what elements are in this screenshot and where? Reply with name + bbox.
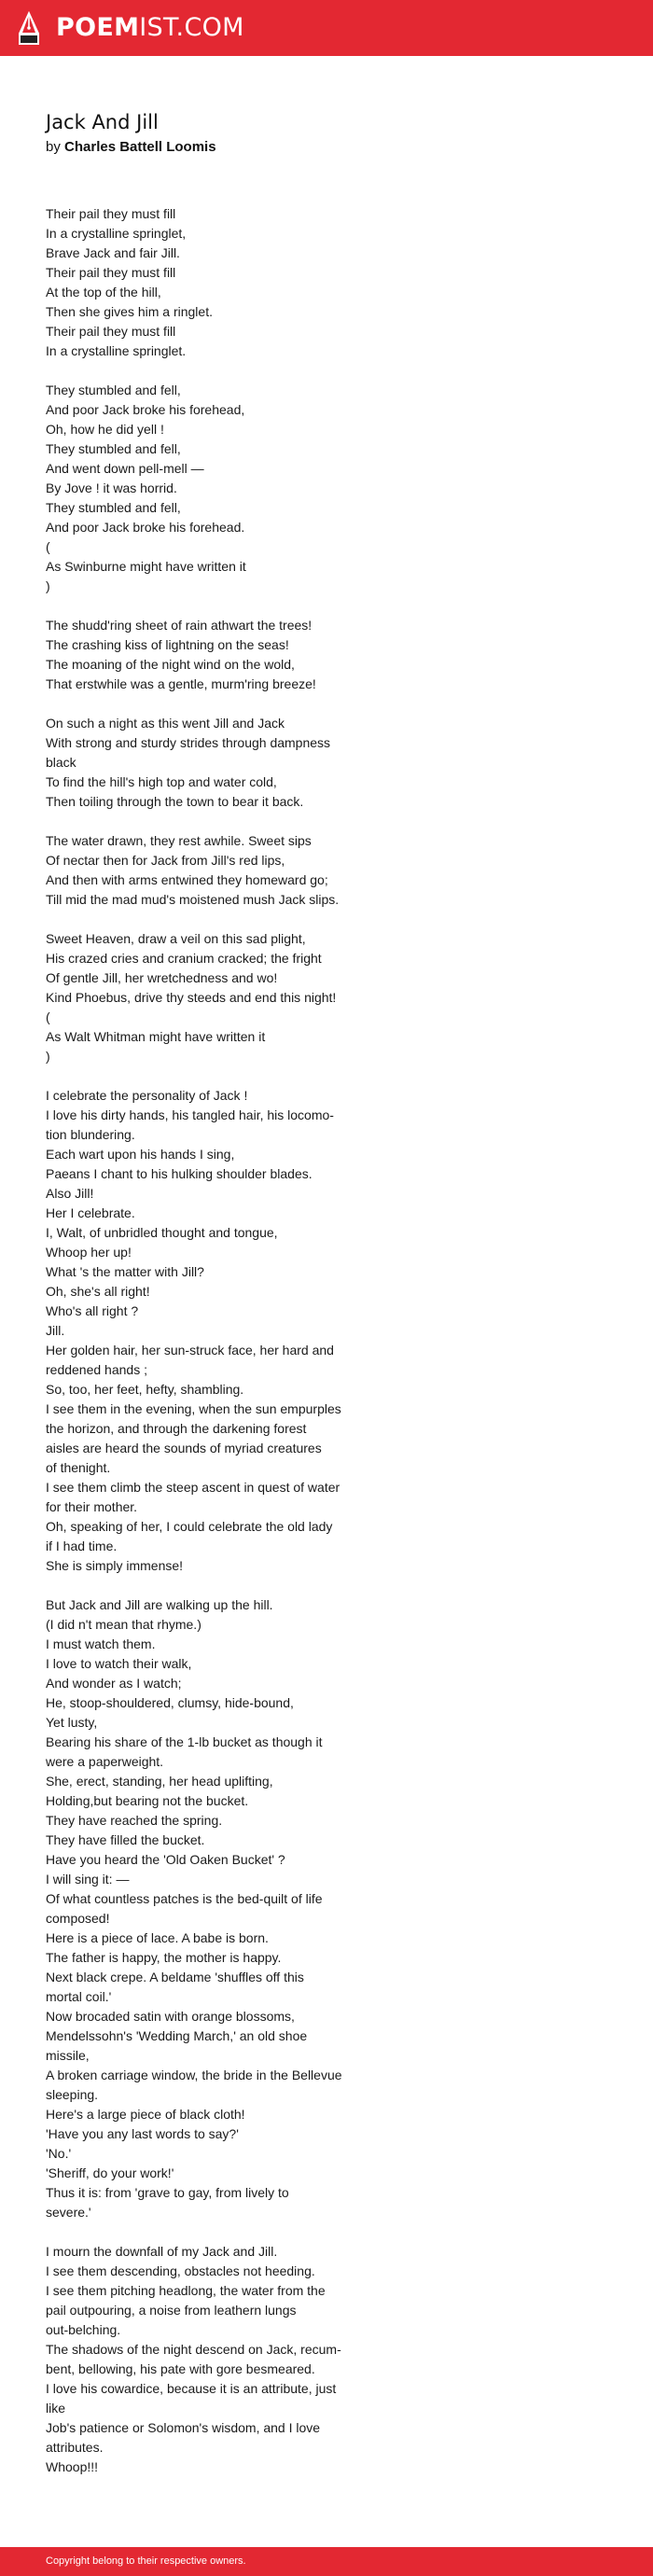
poem-line: His crazed cries and cranium cracked; the fright xyxy=(46,951,322,966)
poem-line: 'Have you any last words to say?' xyxy=(46,2126,239,2141)
poem-line: Jill. xyxy=(46,1323,65,1338)
poem-line: pail outpouring, a noise from leathern lungs xyxy=(46,2303,297,2318)
poem-line: I love his dirty hands, his tangled hair, his locomo- xyxy=(46,1107,334,1122)
poem-line: (I did n't mean that rhyme.) xyxy=(46,1617,201,1632)
stanza xyxy=(46,1086,383,1576)
poem-line: I mourn the downfall of my Jack and Jill. xyxy=(46,2244,278,2259)
poem-line: Here's a large piece of black cloth! xyxy=(46,2107,245,2122)
poem-line: if I had time. xyxy=(46,1539,118,1553)
poem-line: reddened hands ; xyxy=(46,1362,147,1377)
poem-line: like xyxy=(46,2401,66,2416)
by-label: by xyxy=(46,139,61,155)
poem-line: ( xyxy=(46,539,50,554)
poem-line: The shadows of the night descend on Jack, recum- xyxy=(46,2342,341,2357)
poem-line: Her I celebrate. xyxy=(46,1205,135,1220)
stanza xyxy=(46,929,383,1066)
poem-line: And wonder as I watch; xyxy=(46,1676,182,1691)
poem-line: Oh, she's all right! xyxy=(46,1284,150,1299)
poem-line: missile, xyxy=(46,2048,90,2063)
poem-line: severe.' xyxy=(46,2205,91,2220)
poem-line: At the top of the hill, xyxy=(46,285,161,299)
poem-line: I see them pitching headlong, the water from the xyxy=(46,2283,326,2298)
stanza-break xyxy=(46,910,383,929)
poem-line: Now brocaded satin with orange blossoms, xyxy=(46,2009,295,2024)
poem-line: Kind Phoebus, drive thy steeds and end this night! xyxy=(46,990,337,1005)
poem-line: To find the hill's high top and water cold, xyxy=(46,774,277,789)
poem-line: Their pail they must fill xyxy=(46,206,176,221)
poem-line: What 's the matter with Jill? xyxy=(46,1264,204,1279)
poem-line: Paeans I chant to his hulking shoulder blades. xyxy=(46,1166,313,1181)
poem-line: Of gentle Jill, her wretchedness and wo! xyxy=(46,970,278,985)
stanza-break xyxy=(46,2222,383,2242)
poem-line: A broken carriage window, the bride in the Bellevue xyxy=(46,2068,342,2082)
poem-line: The moaning of the night wind on the wold, xyxy=(46,657,295,672)
poem-line: Brave Jack and fair Jill. xyxy=(46,245,180,260)
poem-line: ) xyxy=(46,578,50,593)
poem-line: black xyxy=(46,755,76,770)
logo-light-text: IST.COM xyxy=(139,13,244,42)
poem-line: I must watch them. xyxy=(46,1636,156,1651)
poem-line: I see them in the evening, when the sun empurples xyxy=(46,1401,341,1416)
poem-line: Each wart upon his hands I sing, xyxy=(46,1147,235,1162)
logo-bold-text: POEM xyxy=(56,13,140,42)
poem-line: Who's all right ? xyxy=(46,1303,139,1318)
poem-body xyxy=(46,204,383,2477)
poem-line: Oh, speaking of her, I could celebrate the old lady xyxy=(46,1519,333,1534)
poem-line: And then with arms entwined they homeward go; xyxy=(46,872,328,887)
poem-line: Whoop her up! xyxy=(46,1245,132,1260)
poem-line: In a crystalline springlet. xyxy=(46,343,187,358)
poem-line: She is simply immense! xyxy=(46,1558,184,1573)
stanza xyxy=(46,831,383,910)
stanza xyxy=(46,714,383,812)
poem-line: aisles are heard the sounds of myriad creatures xyxy=(46,1441,322,1455)
poem-line: They stumbled and fell, xyxy=(46,500,181,515)
poem-line: On such a night as this went Jill and Jack xyxy=(46,716,285,731)
poem-line: As Swinburne might have written it xyxy=(46,559,246,574)
poem-line: So, too, her feet, hefty, shambling. xyxy=(46,1382,244,1397)
poem-line: They stumbled and fell, xyxy=(46,441,181,456)
poem-line: She, erect, standing, her head uplifting, xyxy=(46,1774,273,1789)
poem-line: The crashing kiss of lightning on the seas! xyxy=(46,637,289,652)
poem-line: By Jove ! it was horrid. xyxy=(46,480,177,495)
poem-title: Jack And Jill xyxy=(46,111,159,133)
poem-line: That erstwhile was a gentle, murm'ring breeze! xyxy=(46,676,316,691)
stanza-break xyxy=(46,694,383,714)
poem-line: Next black crepe. A beldame 'shuffles off this xyxy=(46,1970,304,1984)
poem-line: out-belching. xyxy=(46,2322,121,2337)
poem-line: They stumbled and fell, xyxy=(46,383,181,397)
poem-line: were a paperweight. xyxy=(46,1754,164,1769)
poem-line: Her golden hair, her sun-struck face, her hard and xyxy=(46,1343,334,1358)
poem-line: composed! xyxy=(46,1911,110,1926)
poem-line: Job's patience or Solomon's wisdom, and I love xyxy=(46,2420,321,2435)
poem-line: I see them descending, obstacles not heeding. xyxy=(46,2263,315,2278)
poem-line: Holding,but bearing not the bucket. xyxy=(46,1793,249,1808)
poem-line: But Jack and Jill are walking up the hill. xyxy=(46,1597,273,1612)
poem-line: Their pail they must fill xyxy=(46,265,176,280)
poem-line: Till mid the mad mud's moistened mush Jack slips. xyxy=(46,892,340,907)
poem-line: Also Jill! xyxy=(46,1186,94,1201)
poem-line: Sweet Heaven, draw a veil on this sad plight, xyxy=(46,931,306,946)
poem-line: The shudd'ring sheet of rain athwart the trees! xyxy=(46,618,313,633)
poem-line: Of nectar then for Jack from Jill's red lips, xyxy=(46,853,285,868)
poem-line: I love to watch their walk, xyxy=(46,1656,192,1671)
poem-line: I celebrate the personality of Jack ! xyxy=(46,1088,248,1103)
poem-line: Then she gives him a ringlet. xyxy=(46,304,213,319)
stanza-break xyxy=(46,596,383,616)
poem-line: bent, bellowing, his pate with gore besmeared. xyxy=(46,2361,315,2376)
poem-line: Then toiling through the town to bear it back. xyxy=(46,794,304,809)
poem-line: ) xyxy=(46,1049,50,1064)
poem-line: 'Sheriff, do your work!' xyxy=(46,2165,174,2180)
poem-line: He, stoop-shouldered, clumsy, hide-bound, xyxy=(46,1695,294,1710)
poem-line: They have filled the bucket. xyxy=(46,1832,205,1847)
poem-line: attributes. xyxy=(46,2440,104,2455)
poem-line: The father is happy, the mother is happy. xyxy=(46,1950,282,1965)
stanza xyxy=(46,381,383,596)
stanza xyxy=(46,1595,383,2222)
poem-line: And went down pell-mell — xyxy=(46,461,204,476)
poem-line: ( xyxy=(46,1010,50,1024)
poem-line: The water drawn, they rest awhile. Sweet sips xyxy=(46,833,312,848)
poem-line: the horizon, and through the darkening forest xyxy=(46,1421,307,1436)
poem-line: As Walt Whitman might have written it xyxy=(46,1029,266,1044)
stanza xyxy=(46,2242,383,2477)
poem-line: 'No.' xyxy=(46,2146,72,2161)
poem-line: I see them climb the steep ascent in quest of water xyxy=(46,1480,340,1495)
poem-line: Of what countless patches is the bed-quilt of life xyxy=(46,1891,323,1906)
poem-line: Oh, how he did yell ! xyxy=(46,422,164,437)
poem-line: They have reached the spring. xyxy=(46,1813,223,1828)
poem-line: I love his cowardice, because it is an attribute, just xyxy=(46,2381,337,2396)
site-logo[interactable] xyxy=(56,13,244,43)
poem-line: I, Walt, of unbridled thought and tongue, xyxy=(46,1225,278,1240)
stanza xyxy=(46,204,383,361)
stanza-break xyxy=(46,361,383,381)
poem-line: And poor Jack broke his forehead. xyxy=(46,520,245,535)
poem-line: Whoop!!! xyxy=(46,2459,99,2474)
poem-line: Bearing his share of the 1-lb bucket as though it xyxy=(46,1734,323,1749)
site-footer xyxy=(0,2547,653,2576)
site-header xyxy=(0,0,653,56)
stanza-break xyxy=(46,1066,383,1086)
poem-line: Yet lusty, xyxy=(46,1715,98,1730)
poem-line: for their mother. xyxy=(46,1499,138,1514)
poem-line: sleeping. xyxy=(46,2087,99,2102)
poem-line: of thenight. xyxy=(46,1460,111,1475)
pen-nib-icon[interactable] xyxy=(18,10,40,46)
poem-line: With strong and sturdy strides through dampness xyxy=(46,735,331,750)
poem-line: Here is a piece of lace. A babe is born. xyxy=(46,1930,269,1945)
poem-line: Mendelssohn's 'Wedding March,' an old shoe xyxy=(46,2028,308,2043)
poem-line: I will sing it: — xyxy=(46,1872,130,1887)
poem-line: Their pail they must fill xyxy=(46,324,176,339)
poem-line: In a crystalline springlet, xyxy=(46,226,187,241)
poem-line: Have you heard the 'Old Oaken Bucket' ? xyxy=(46,1852,285,1867)
poem-line: mortal coil.' xyxy=(46,1989,112,2004)
author-name[interactable]: Charles Battell Loomis xyxy=(64,139,216,155)
stanza xyxy=(46,616,383,694)
stanza-break xyxy=(46,812,383,831)
stanza-break xyxy=(46,1576,383,1595)
byline xyxy=(46,138,216,157)
copyright-text: Copyright belong to their respective owners. xyxy=(46,2555,246,2567)
poem-line: Thus it is: from 'grave to gay, from lively to xyxy=(46,2185,289,2200)
poem-line: tion blundering. xyxy=(46,1127,135,1142)
poem-line: And poor Jack broke his forehead, xyxy=(46,402,245,417)
